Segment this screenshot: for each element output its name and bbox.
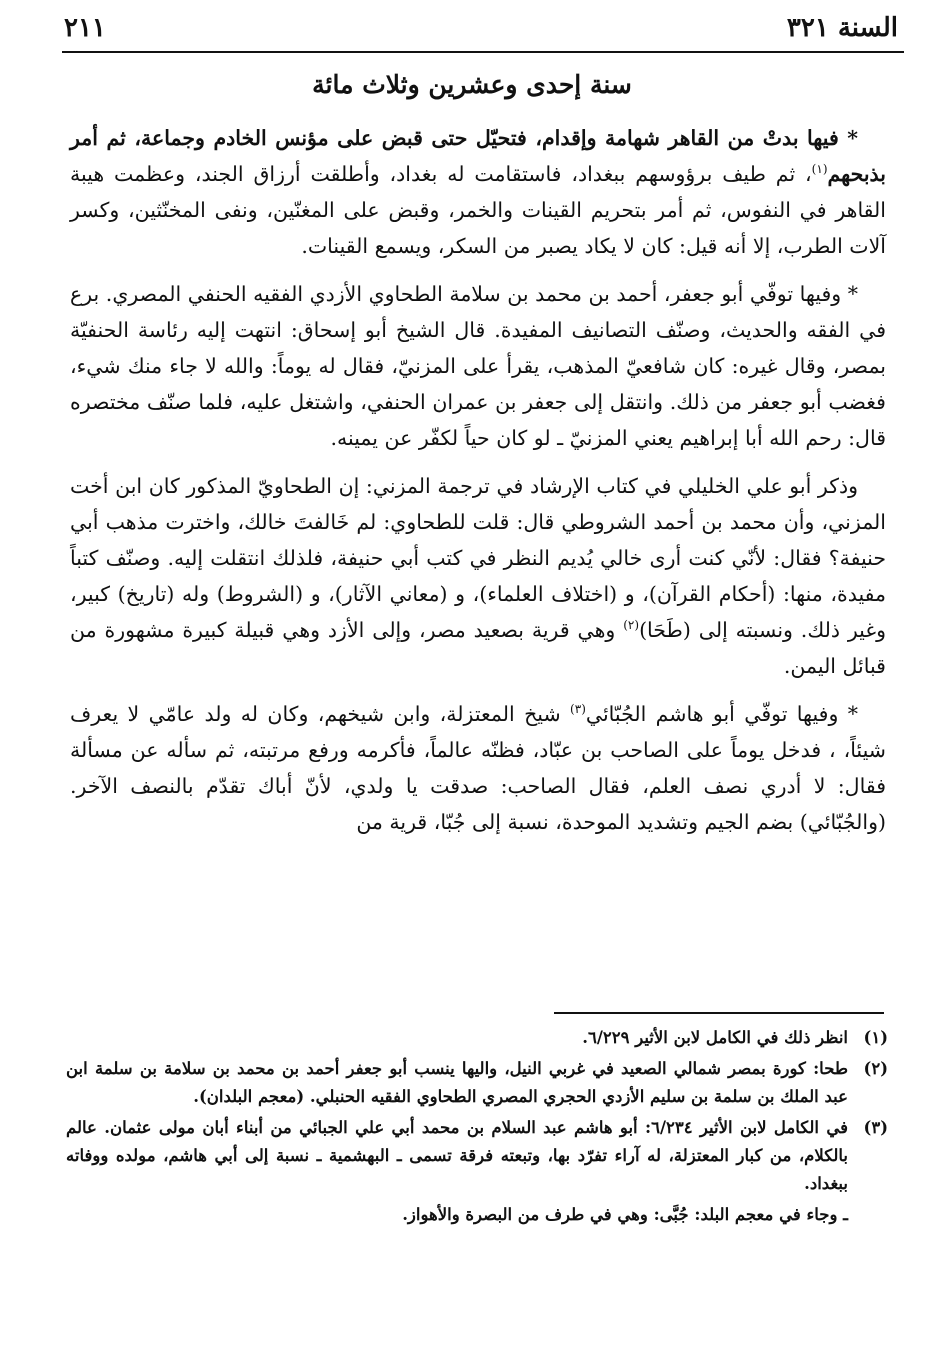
paragraph-text: وذكر أبو علي الخليلي في كتاب الإرشاد في ترجمة المزني: إن الطحاويّ المذكور كان ابن أخت المزني، وأن محمد بن أحمد الشروطي قال: قلت للطحاوي: لم خَالفتَ خالك، واخترت مذهب أبي حنيفة؟ فقال: لأنّي كنت أرى خالي يُديم النظر في كتب أبي حنيفة، فلذلك انتقلت إليه. وصنّف كتباً مفيدة، منها: (أحكام القرآن)، و (اختلاف العلماء)، و (معاني الآثار)، و (الشروط) وله (تاريخ) كبير، وغير ذلك. ونسبته إلى (طَحَا) xyxy=(70,474,886,642)
paragraph-jubbai xyxy=(70,696,886,840)
footnote-ref-2[interactable]: (٢) xyxy=(623,618,640,633)
footnote-ref-3[interactable]: (٣) xyxy=(570,702,586,717)
running-header xyxy=(64,10,898,46)
paragraph-text: شيخ المعتزلة، وابن شيخهم، وكان له ولد عامّي لا يعرف شيئاً، ، فدخل يوماً على الصاحب بن عبّاد، فظنّه عالماً، فأكرمه ورفع مرتبته، ثم سأله عن مسألة فقال: لا أدري نصف العلم، فقال الصاحب: صدقت يا ولدي، لأنّ أباك تقدّم بالنصف الآخر. (والجُبّائي) بضم الجيم وتشديد الموحدة، نسبة إلى جُبّا، قرية من xyxy=(70,702,886,834)
paragraph-lead: * فيها بدتْ من القاهر شهامة وإقدام، فتحيّل حتى قبض على مؤنس الخادم وجماعة، ثم أمر بذبحهم xyxy=(70,126,886,186)
paragraph-text: وهي قرية بصعيد مصر، وإلى الأزد وهي قبيلة كبيرة مشهورة من قبائل اليمن. xyxy=(70,618,886,678)
footnote-number: (٣) xyxy=(863,1118,888,1137)
paragraph-text: * وفيها توفّي أبو هاشم الجُبّائي xyxy=(585,702,859,726)
footnote-rule xyxy=(554,1012,884,1014)
footnote-3 xyxy=(66,1114,888,1198)
footnote-1 xyxy=(66,1024,888,1052)
paragraph-khalili xyxy=(70,468,886,684)
footnote-text: في الكامل لابن الأثير ٦/٢٣٤: أبو هاشم عبد السلام بن محمد أبي علي الجبائي من أبناء أبان مولى عثمان. عالم بالكلام، من كبار المعتزلة، له آراء تفرّد بها، وتبعته فرقة تسمى ـ البهشمية ـ نسبة إلى أبي هاشم، مولده ووفاته ببغداد. xyxy=(66,1118,848,1193)
running-title: السنة ٣٢١ xyxy=(786,13,898,43)
page-number: ٢١١ xyxy=(64,13,106,43)
footnote-2 xyxy=(66,1055,888,1111)
paragraph-tahawi xyxy=(70,276,886,456)
main-text xyxy=(70,120,886,852)
section-title: سنة إحدى وعشرين وثلاث مائة xyxy=(312,70,632,99)
footnote-ref-1[interactable]: (١) xyxy=(811,162,828,177)
paragraph-text: * وفيها توفّي أبو جعفر، أحمد بن محمد بن سلامة الطحاوي الأزدي الفقيه الحنفي المصري. برع في الفقه والحديث، وصنّف التصانيف المفيدة. قال الشيخ أبو إسحاق: انتهت إليه رئاسة الحنفيّة بمصر، وقال غيره: كان شافعيّ المذهب، يقرأ على المزنيّ، فقال له يوماً: والله لا جاء منك شيء، فغضب أبو جعفر من ذلك. وانتقل إلى جعفر بن عمران الحنفي، واشتغل عليه، فلما صنّف مختصره قال: رحم الله أبا إبراهيم يعني المزنيّ ـ لو كان حياً لكفّر عن يمينه. xyxy=(70,282,886,450)
footnote-text: انظر ذلك في الكامل لابن الأثير ٦/٢٢٩. xyxy=(582,1028,848,1047)
footnotes xyxy=(66,1024,888,1229)
footnote-number: (٢) xyxy=(863,1059,888,1078)
paragraph-qahir xyxy=(70,120,886,264)
footnote-text: طحا: كورة بمصر شمالي الصعيد في غربي النيل، واليها ينسب أبو جعفر أحمد بن محمد بن سلامة بن سلمة ابن عبد الملك بن سلمة بن سليم الأزدي الحجري المصري الطحاوي الفقيه الحنبلي. (معجم البلدان). xyxy=(66,1059,848,1106)
footnote-3-continuation: ـ وجاء في معجم البلد: جُبَّى: وهي في طرف من البصرة والأهواز. xyxy=(402,1205,848,1224)
footnote-number: (١) xyxy=(863,1028,888,1047)
paragraph-text: ، ثم طيف برؤوسهم ببغداد، فاستقامت له بغداد، وأطلقت أرزاق الجند، وعظمت هيبة القاهر في النفوس، ثم أمر بتحريم القينات والخمر، وقبض على المغنّين، ونفى المخنّثين، وكسر آلات الطرب، إلا أنه قيل: كان لا يكاد يصبر من السكر، ويسمع القينات. xyxy=(70,162,886,258)
header-rule xyxy=(62,51,904,53)
